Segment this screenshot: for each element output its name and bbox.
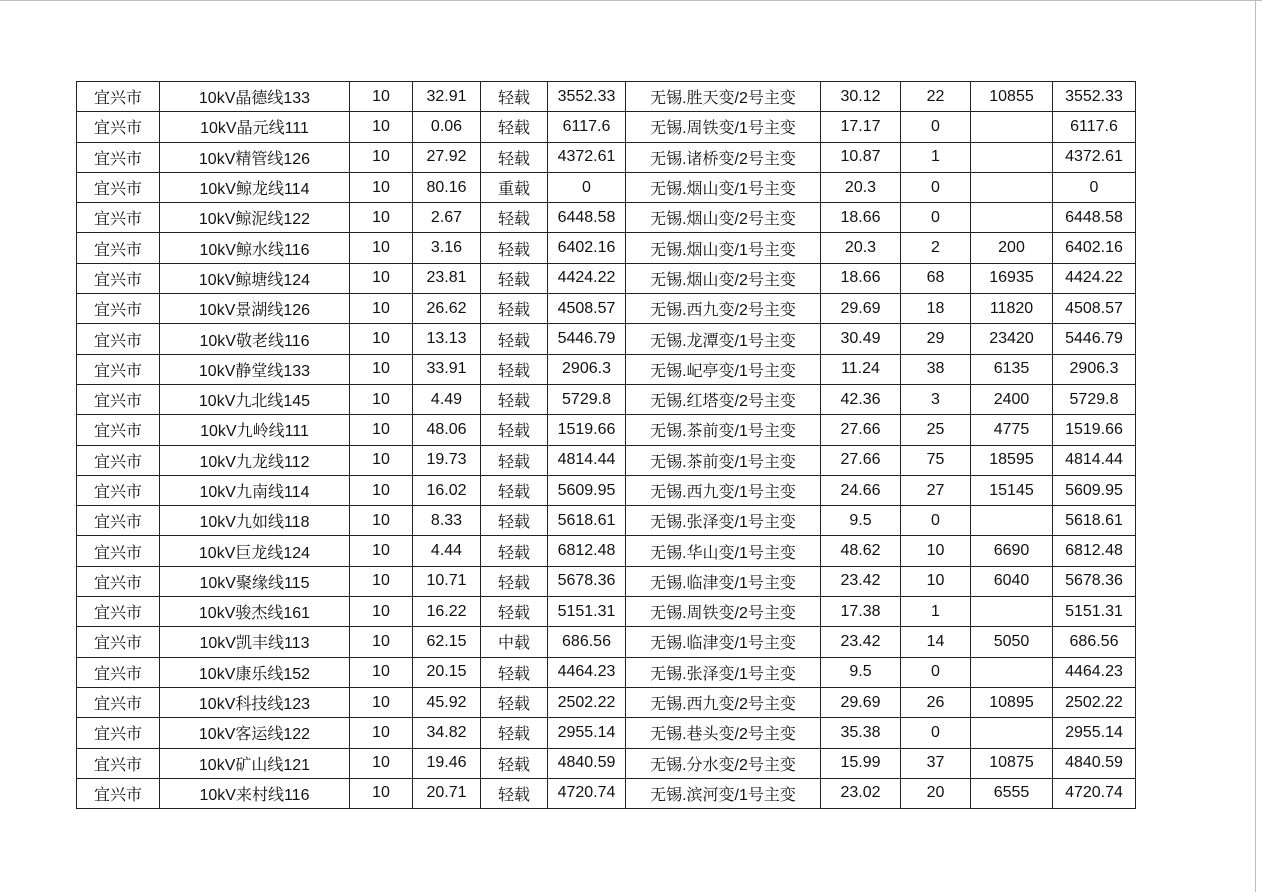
remaining-capacity-cell: 4424.22 <box>1053 263 1136 293</box>
city-cell: 宜兴市 <box>77 172 160 202</box>
load-rate-cell: 2.67 <box>413 203 481 233</box>
pending-capacity-cell <box>971 718 1053 748</box>
table-row <box>77 597 1136 627</box>
transformer-cell: 无锡.诸桥变/2号主变 <box>626 142 821 172</box>
remaining-capacity-cell: 6402.16 <box>1053 233 1136 263</box>
voltage-cell: 10 <box>350 384 413 414</box>
load-status-cell: 轻载 <box>481 475 548 505</box>
table-row <box>77 415 1136 445</box>
transformer-cell: 无锡.烟山变/1号主变 <box>626 233 821 263</box>
pending-capacity-cell <box>971 597 1053 627</box>
load-status-cell: 轻载 <box>481 263 548 293</box>
pending-capacity-cell <box>971 203 1053 233</box>
remaining-capacity-cell: 4814.44 <box>1053 445 1136 475</box>
pending-count-cell: 14 <box>901 627 971 657</box>
load-status-cell: 轻载 <box>481 82 548 112</box>
pending-count-cell: 68 <box>901 263 971 293</box>
transformer-cell: 无锡.分水变/2号主变 <box>626 748 821 778</box>
voltage-cell: 10 <box>350 415 413 445</box>
table-row <box>77 263 1136 293</box>
remaining-capacity-cell: 3552.33 <box>1053 82 1136 112</box>
voltage-cell: 10 <box>350 354 413 384</box>
load-status-cell: 轻载 <box>481 718 548 748</box>
voltage-cell: 10 <box>350 142 413 172</box>
table-row <box>77 627 1136 657</box>
voltage-cell: 10 <box>350 475 413 505</box>
load-rate-cell: 27.92 <box>413 142 481 172</box>
pending-capacity-cell: 6690 <box>971 536 1053 566</box>
transformer-cell: 无锡.红塔变/2号主变 <box>626 384 821 414</box>
feeder-name-cell: 10kV聚缘线115 <box>160 566 350 596</box>
voltage-cell: 10 <box>350 657 413 687</box>
city-cell: 宜兴市 <box>77 112 160 142</box>
feeder-name-cell: 10kV凯丰线113 <box>160 627 350 657</box>
transformer-cell: 无锡.烟山变/2号主变 <box>626 203 821 233</box>
pending-capacity-cell: 6040 <box>971 566 1053 596</box>
pending-count-cell: 25 <box>901 415 971 445</box>
pending-count-cell: 29 <box>901 324 971 354</box>
feeder-name-cell: 10kV来村线116 <box>160 778 350 808</box>
available-capacity-cell: 4508.57 <box>548 294 626 324</box>
available-capacity-cell: 4464.23 <box>548 657 626 687</box>
load-rate-cell: 16.22 <box>413 597 481 627</box>
table-row <box>77 718 1136 748</box>
remaining-capacity-cell: 4372.61 <box>1053 142 1136 172</box>
pending-count-cell: 3 <box>901 384 971 414</box>
pending-count-cell: 75 <box>901 445 971 475</box>
voltage-cell: 10 <box>350 112 413 142</box>
load-status-cell: 轻载 <box>481 687 548 717</box>
transformer-cell: 无锡.周铁变/1号主变 <box>626 112 821 142</box>
transformer-cell: 无锡.张泽变/1号主变 <box>626 506 821 536</box>
pending-count-cell: 0 <box>901 718 971 748</box>
pending-count-cell: 20 <box>901 778 971 808</box>
table-row <box>77 778 1136 808</box>
transformer-load-cell: 27.66 <box>821 445 901 475</box>
load-rate-cell: 3.16 <box>413 233 481 263</box>
feeder-name-cell: 10kV九岭线111 <box>160 415 350 445</box>
feeder-name-cell: 10kV鲸水线116 <box>160 233 350 263</box>
load-rate-cell: 10.71 <box>413 566 481 596</box>
pending-capacity-cell: 18595 <box>971 445 1053 475</box>
remaining-capacity-cell: 5618.61 <box>1053 506 1136 536</box>
pending-capacity-cell: 23420 <box>971 324 1053 354</box>
available-capacity-cell: 5151.31 <box>548 597 626 627</box>
pending-capacity-cell <box>971 506 1053 536</box>
table-row <box>77 748 1136 778</box>
feeder-name-cell: 10kV景湖线126 <box>160 294 350 324</box>
remaining-capacity-cell: 4720.74 <box>1053 778 1136 808</box>
load-rate-cell: 19.46 <box>413 748 481 778</box>
pending-count-cell: 38 <box>901 354 971 384</box>
transformer-cell: 无锡.胜天变/2号主变 <box>626 82 821 112</box>
remaining-capacity-cell: 5609.95 <box>1053 475 1136 505</box>
pending-count-cell: 1 <box>901 597 971 627</box>
load-status-cell: 中载 <box>481 627 548 657</box>
load-status-cell: 轻载 <box>481 384 548 414</box>
pending-capacity-cell <box>971 172 1053 202</box>
available-capacity-cell: 0 <box>548 172 626 202</box>
city-cell: 宜兴市 <box>77 778 160 808</box>
transformer-load-cell: 20.3 <box>821 233 901 263</box>
pending-count-cell: 18 <box>901 294 971 324</box>
pending-count-cell: 26 <box>901 687 971 717</box>
pending-count-cell: 37 <box>901 748 971 778</box>
transformer-load-cell: 48.62 <box>821 536 901 566</box>
city-cell: 宜兴市 <box>77 475 160 505</box>
available-capacity-cell: 6402.16 <box>548 233 626 263</box>
load-status-cell: 轻载 <box>481 203 548 233</box>
pending-capacity-cell: 10875 <box>971 748 1053 778</box>
remaining-capacity-cell: 6117.6 <box>1053 112 1136 142</box>
voltage-cell: 10 <box>350 566 413 596</box>
city-cell: 宜兴市 <box>77 506 160 536</box>
transformer-cell: 无锡.西九变/1号主变 <box>626 475 821 505</box>
available-capacity-cell: 5618.61 <box>548 506 626 536</box>
available-capacity-cell: 2955.14 <box>548 718 626 748</box>
load-status-cell: 重载 <box>481 172 548 202</box>
transformer-cell: 无锡.龙潭变/1号主变 <box>626 324 821 354</box>
pending-capacity-cell: 11820 <box>971 294 1053 324</box>
remaining-capacity-cell: 2955.14 <box>1053 718 1136 748</box>
remaining-capacity-cell: 5729.8 <box>1053 384 1136 414</box>
city-cell: 宜兴市 <box>77 627 160 657</box>
available-capacity-cell: 5609.95 <box>548 475 626 505</box>
pending-capacity-cell: 200 <box>971 233 1053 263</box>
remaining-capacity-cell: 6812.48 <box>1053 536 1136 566</box>
city-cell: 宜兴市 <box>77 354 160 384</box>
load-status-cell: 轻载 <box>481 778 548 808</box>
voltage-cell: 10 <box>350 506 413 536</box>
transformer-load-cell: 17.17 <box>821 112 901 142</box>
available-capacity-cell: 6117.6 <box>548 112 626 142</box>
load-status-cell: 轻载 <box>481 506 548 536</box>
feeder-name-cell: 10kV科技线123 <box>160 687 350 717</box>
pending-count-cell: 0 <box>901 506 971 536</box>
available-capacity-cell: 1519.66 <box>548 415 626 445</box>
load-rate-cell: 16.02 <box>413 475 481 505</box>
city-cell: 宜兴市 <box>77 142 160 172</box>
load-status-cell: 轻载 <box>481 657 548 687</box>
available-capacity-cell: 4814.44 <box>548 445 626 475</box>
transformer-load-cell: 35.38 <box>821 718 901 748</box>
pending-capacity-cell: 5050 <box>971 627 1053 657</box>
city-cell: 宜兴市 <box>77 82 160 112</box>
table-row <box>77 233 1136 263</box>
feeder-load-table <box>76 81 1136 809</box>
remaining-capacity-cell: 5678.36 <box>1053 566 1136 596</box>
available-capacity-cell: 4720.74 <box>548 778 626 808</box>
table-row <box>77 112 1136 142</box>
load-rate-cell: 19.73 <box>413 445 481 475</box>
load-status-cell: 轻载 <box>481 566 548 596</box>
available-capacity-cell: 2906.3 <box>548 354 626 384</box>
remaining-capacity-cell: 4464.23 <box>1053 657 1136 687</box>
feeder-name-cell: 10kV九北线145 <box>160 384 350 414</box>
load-status-cell: 轻载 <box>481 233 548 263</box>
load-status-cell: 轻载 <box>481 536 548 566</box>
transformer-load-cell: 24.66 <box>821 475 901 505</box>
pending-capacity-cell: 16935 <box>971 263 1053 293</box>
pending-count-cell: 10 <box>901 566 971 596</box>
pending-capacity-cell <box>971 142 1053 172</box>
transformer-load-cell: 18.66 <box>821 203 901 233</box>
voltage-cell: 10 <box>350 263 413 293</box>
table-row <box>77 475 1136 505</box>
feeder-name-cell: 10kV鲸塘线124 <box>160 263 350 293</box>
city-cell: 宜兴市 <box>77 748 160 778</box>
table-row <box>77 324 1136 354</box>
pending-count-cell: 27 <box>901 475 971 505</box>
transformer-load-cell: 10.87 <box>821 142 901 172</box>
pending-capacity-cell: 6555 <box>971 778 1053 808</box>
remaining-capacity-cell: 2906.3 <box>1053 354 1136 384</box>
city-cell: 宜兴市 <box>77 566 160 596</box>
available-capacity-cell: 6448.58 <box>548 203 626 233</box>
transformer-cell: 无锡.临津变/1号主变 <box>626 627 821 657</box>
pending-capacity-cell: 4775 <box>971 415 1053 445</box>
load-rate-cell: 20.71 <box>413 778 481 808</box>
table-row <box>77 294 1136 324</box>
pending-capacity-cell: 15145 <box>971 475 1053 505</box>
remaining-capacity-cell: 5446.79 <box>1053 324 1136 354</box>
voltage-cell: 10 <box>350 748 413 778</box>
pending-count-cell: 0 <box>901 112 971 142</box>
transformer-load-cell: 42.36 <box>821 384 901 414</box>
pending-capacity-cell: 10855 <box>971 82 1053 112</box>
available-capacity-cell: 2502.22 <box>548 687 626 717</box>
transformer-load-cell: 27.66 <box>821 415 901 445</box>
available-capacity-cell: 5446.79 <box>548 324 626 354</box>
transformer-cell: 无锡.西九变/2号主变 <box>626 687 821 717</box>
load-rate-cell: 48.06 <box>413 415 481 445</box>
feeder-name-cell: 10kV康乐线152 <box>160 657 350 687</box>
load-rate-cell: 33.91 <box>413 354 481 384</box>
load-status-cell: 轻载 <box>481 415 548 445</box>
voltage-cell: 10 <box>350 627 413 657</box>
voltage-cell: 10 <box>350 536 413 566</box>
load-rate-cell: 20.15 <box>413 657 481 687</box>
remaining-capacity-cell: 4508.57 <box>1053 294 1136 324</box>
feeder-name-cell: 10kV静堂线133 <box>160 354 350 384</box>
pending-count-cell: 0 <box>901 172 971 202</box>
city-cell: 宜兴市 <box>77 233 160 263</box>
city-cell: 宜兴市 <box>77 263 160 293</box>
available-capacity-cell: 3552.33 <box>548 82 626 112</box>
load-rate-cell: 26.62 <box>413 294 481 324</box>
load-rate-cell: 45.92 <box>413 687 481 717</box>
feeder-name-cell: 10kV晶元线111 <box>160 112 350 142</box>
load-rate-cell: 4.44 <box>413 536 481 566</box>
load-status-cell: 轻载 <box>481 324 548 354</box>
voltage-cell: 10 <box>350 597 413 627</box>
transformer-cell: 无锡.巷头变/2号主变 <box>626 718 821 748</box>
load-rate-cell: 80.16 <box>413 172 481 202</box>
load-status-cell: 轻载 <box>481 294 548 324</box>
voltage-cell: 10 <box>350 445 413 475</box>
table-row <box>77 657 1136 687</box>
available-capacity-cell: 5678.36 <box>548 566 626 596</box>
pending-capacity-cell <box>971 657 1053 687</box>
voltage-cell: 10 <box>350 718 413 748</box>
city-cell: 宜兴市 <box>77 597 160 627</box>
table-row <box>77 354 1136 384</box>
load-status-cell: 轻载 <box>481 112 548 142</box>
pending-count-cell: 22 <box>901 82 971 112</box>
city-cell: 宜兴市 <box>77 718 160 748</box>
pending-capacity-cell: 2400 <box>971 384 1053 414</box>
transformer-load-cell: 9.5 <box>821 506 901 536</box>
voltage-cell: 10 <box>350 233 413 263</box>
transformer-cell: 无锡.临津变/1号主变 <box>626 566 821 596</box>
city-cell: 宜兴市 <box>77 657 160 687</box>
pending-capacity-cell: 6135 <box>971 354 1053 384</box>
city-cell: 宜兴市 <box>77 415 160 445</box>
voltage-cell: 10 <box>350 778 413 808</box>
remaining-capacity-cell: 0 <box>1053 172 1136 202</box>
transformer-cell: 无锡.茶前变/1号主变 <box>626 445 821 475</box>
page-top-border <box>0 0 1262 1</box>
load-rate-cell: 4.49 <box>413 384 481 414</box>
table-row <box>77 384 1136 414</box>
transformer-load-cell: 17.38 <box>821 597 901 627</box>
feeder-name-cell: 10kV鲸泥线122 <box>160 203 350 233</box>
table-body <box>77 82 1136 809</box>
transformer-cell: 无锡.滨河变/1号主变 <box>626 778 821 808</box>
transformer-load-cell: 29.69 <box>821 294 901 324</box>
transformer-cell: 无锡.茶前变/1号主变 <box>626 415 821 445</box>
table-row <box>77 445 1136 475</box>
feeder-name-cell: 10kV骏杰线161 <box>160 597 350 627</box>
voltage-cell: 10 <box>350 324 413 354</box>
transformer-cell: 无锡.周铁变/2号主变 <box>626 597 821 627</box>
feeder-name-cell: 10kV敬老线116 <box>160 324 350 354</box>
remaining-capacity-cell: 5151.31 <box>1053 597 1136 627</box>
transformer-cell: 无锡.华山变/1号主变 <box>626 536 821 566</box>
transformer-load-cell: 23.42 <box>821 566 901 596</box>
available-capacity-cell: 6812.48 <box>548 536 626 566</box>
voltage-cell: 10 <box>350 203 413 233</box>
city-cell: 宜兴市 <box>77 294 160 324</box>
available-capacity-cell: 4372.61 <box>548 142 626 172</box>
transformer-load-cell: 11.24 <box>821 354 901 384</box>
pending-count-cell: 2 <box>901 233 971 263</box>
available-capacity-cell: 5729.8 <box>548 384 626 414</box>
transformer-cell: 无锡.张泽变/1号主变 <box>626 657 821 687</box>
city-cell: 宜兴市 <box>77 203 160 233</box>
load-status-cell: 轻载 <box>481 748 548 778</box>
feeder-name-cell: 10kV九南线114 <box>160 475 350 505</box>
transformer-cell: 无锡.烟山变/2号主变 <box>626 263 821 293</box>
load-rate-cell: 34.82 <box>413 718 481 748</box>
remaining-capacity-cell: 686.56 <box>1053 627 1136 657</box>
table-row <box>77 82 1136 112</box>
city-cell: 宜兴市 <box>77 324 160 354</box>
transformer-load-cell: 9.5 <box>821 657 901 687</box>
page-right-border <box>1255 0 1256 892</box>
feeder-name-cell: 10kV客运线122 <box>160 718 350 748</box>
load-status-cell: 轻载 <box>481 142 548 172</box>
voltage-cell: 10 <box>350 687 413 717</box>
transformer-load-cell: 18.66 <box>821 263 901 293</box>
feeder-name-cell: 10kV精管线126 <box>160 142 350 172</box>
feeder-name-cell: 10kV巨龙线124 <box>160 536 350 566</box>
feeder-name-cell: 10kV九如线118 <box>160 506 350 536</box>
table-row <box>77 536 1136 566</box>
pending-count-cell: 1 <box>901 142 971 172</box>
available-capacity-cell: 4424.22 <box>548 263 626 293</box>
load-status-cell: 轻载 <box>481 354 548 384</box>
pending-count-cell: 0 <box>901 657 971 687</box>
load-status-cell: 轻载 <box>481 597 548 627</box>
load-rate-cell: 62.15 <box>413 627 481 657</box>
transformer-load-cell: 20.3 <box>821 172 901 202</box>
load-rate-cell: 0.06 <box>413 112 481 142</box>
city-cell: 宜兴市 <box>77 687 160 717</box>
transformer-load-cell: 30.12 <box>821 82 901 112</box>
load-rate-cell: 23.81 <box>413 263 481 293</box>
load-rate-cell: 8.33 <box>413 506 481 536</box>
load-rate-cell: 13.13 <box>413 324 481 354</box>
feeder-name-cell: 10kV矿山线121 <box>160 748 350 778</box>
table-row <box>77 142 1136 172</box>
transformer-load-cell: 15.99 <box>821 748 901 778</box>
remaining-capacity-cell: 1519.66 <box>1053 415 1136 445</box>
transformer-cell: 无锡.烟山变/1号主变 <box>626 172 821 202</box>
table-row <box>77 506 1136 536</box>
transformer-load-cell: 23.02 <box>821 778 901 808</box>
table-row <box>77 566 1136 596</box>
load-rate-cell: 32.91 <box>413 82 481 112</box>
voltage-cell: 10 <box>350 82 413 112</box>
pending-count-cell: 10 <box>901 536 971 566</box>
load-status-cell: 轻载 <box>481 445 548 475</box>
pending-capacity-cell <box>971 112 1053 142</box>
remaining-capacity-cell: 6448.58 <box>1053 203 1136 233</box>
available-capacity-cell: 686.56 <box>548 627 626 657</box>
pending-capacity-cell: 10895 <box>971 687 1053 717</box>
transformer-cell: 无锡.西九变/2号主变 <box>626 294 821 324</box>
transformer-load-cell: 29.69 <box>821 687 901 717</box>
voltage-cell: 10 <box>350 294 413 324</box>
table-row <box>77 172 1136 202</box>
voltage-cell: 10 <box>350 172 413 202</box>
city-cell: 宜兴市 <box>77 445 160 475</box>
table-row <box>77 687 1136 717</box>
table-row <box>77 203 1136 233</box>
transformer-load-cell: 30.49 <box>821 324 901 354</box>
feeder-name-cell: 10kV九龙线112 <box>160 445 350 475</box>
feeder-name-cell: 10kV晶德线133 <box>160 82 350 112</box>
city-cell: 宜兴市 <box>77 384 160 414</box>
available-capacity-cell: 4840.59 <box>548 748 626 778</box>
transformer-cell: 无锡.屺亭变/1号主变 <box>626 354 821 384</box>
remaining-capacity-cell: 2502.22 <box>1053 687 1136 717</box>
remaining-capacity-cell: 4840.59 <box>1053 748 1136 778</box>
feeder-name-cell: 10kV鲸龙线114 <box>160 172 350 202</box>
pending-count-cell: 0 <box>901 203 971 233</box>
city-cell: 宜兴市 <box>77 536 160 566</box>
transformer-load-cell: 23.42 <box>821 627 901 657</box>
